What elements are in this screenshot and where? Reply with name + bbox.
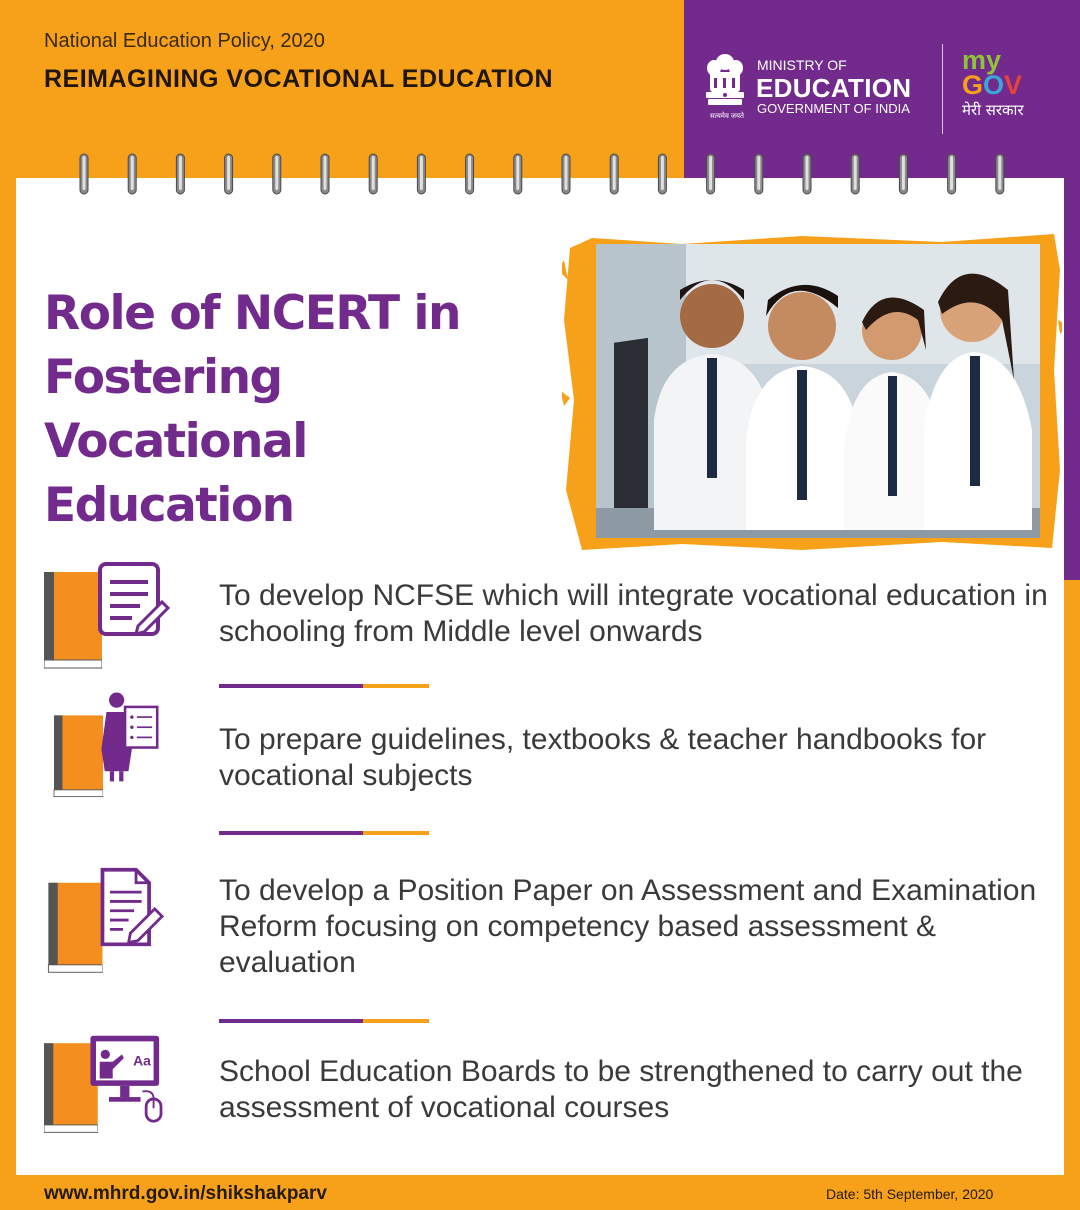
logo-divider: [942, 44, 943, 134]
footer-date: Date: 5th September, 2020: [826, 1186, 994, 1202]
item-3-text: To develop a Position Paper on Assessment and Examination Reform focusing on competency based assessment & evaluation: [219, 874, 1037, 979]
ministry-line3: GOVERNMENT OF INDIA: [757, 101, 910, 116]
spiral-ring: [321, 154, 329, 194]
students-photo: [562, 230, 1062, 554]
mygov-hindi: मेरी सरकार: [962, 101, 1024, 119]
spiral-ring: [658, 154, 666, 194]
spiral-ring: [225, 154, 233, 194]
document-pencil-icon: [44, 560, 174, 670]
spiral-ring: [128, 154, 136, 194]
emblem-caption: सत्यमेव जयते: [709, 113, 745, 120]
item-1-text: To develop NCFSE which will integrate vocational education in schooling from Middle level onwards: [219, 579, 1048, 648]
mygov-my: my: [962, 45, 1002, 75]
header-title: REIMAGINING VOCATIONAL EDUCATION: [44, 65, 554, 93]
spiral-ring: [176, 154, 184, 194]
mygov-gov: GOV: [962, 70, 1023, 100]
mygov-logo: [962, 45, 1062, 120]
spiral-ring: [851, 154, 859, 194]
footer-url[interactable]: www.mhrd.gov.in/shikshakparv: [44, 1183, 327, 1204]
national-emblem-icon: [700, 50, 750, 120]
ministry-line2: EDUCATION: [756, 73, 912, 103]
item-2-text: To prepare guidelines, textbooks & teacher handbooks for vocational subjects: [219, 723, 987, 792]
ministry-line1: MINISTRY OF: [757, 57, 847, 73]
computer-teacher-icon: [44, 1030, 174, 1140]
spiral-ring: [466, 154, 474, 194]
item-separator: [219, 1019, 429, 1023]
paper-pen-icon: [44, 866, 174, 976]
spiral-ring: [562, 154, 570, 194]
spiral-ring: [80, 154, 88, 194]
item-4-text: School Education Boards to be strengthened to carry out the assessment of vocational courses: [219, 1055, 1023, 1124]
header-subtitle: National Education Policy, 2020: [44, 30, 325, 52]
teacher-clipboard-icon: [44, 690, 174, 800]
section-heading: Role of NCERT in Fostering Vocational Education: [44, 286, 460, 533]
spiral-ring: [755, 154, 763, 194]
spiral-ring: [273, 154, 281, 194]
spiral-ring: [514, 154, 522, 194]
spiral-ring: [803, 154, 811, 194]
spiral-ring: [899, 154, 907, 194]
spiral-ring: [996, 154, 1004, 194]
item-separator: [219, 684, 429, 688]
spiral-rings: [0, 150, 1080, 198]
spiral-ring: [417, 154, 425, 194]
spiral-ring: [707, 154, 715, 194]
item-separator: [219, 831, 429, 835]
spiral-ring: [369, 154, 377, 194]
svg-text:Aa: Aa: [133, 1052, 151, 1069]
spiral-ring: [948, 154, 956, 194]
spiral-ring: [610, 154, 618, 194]
